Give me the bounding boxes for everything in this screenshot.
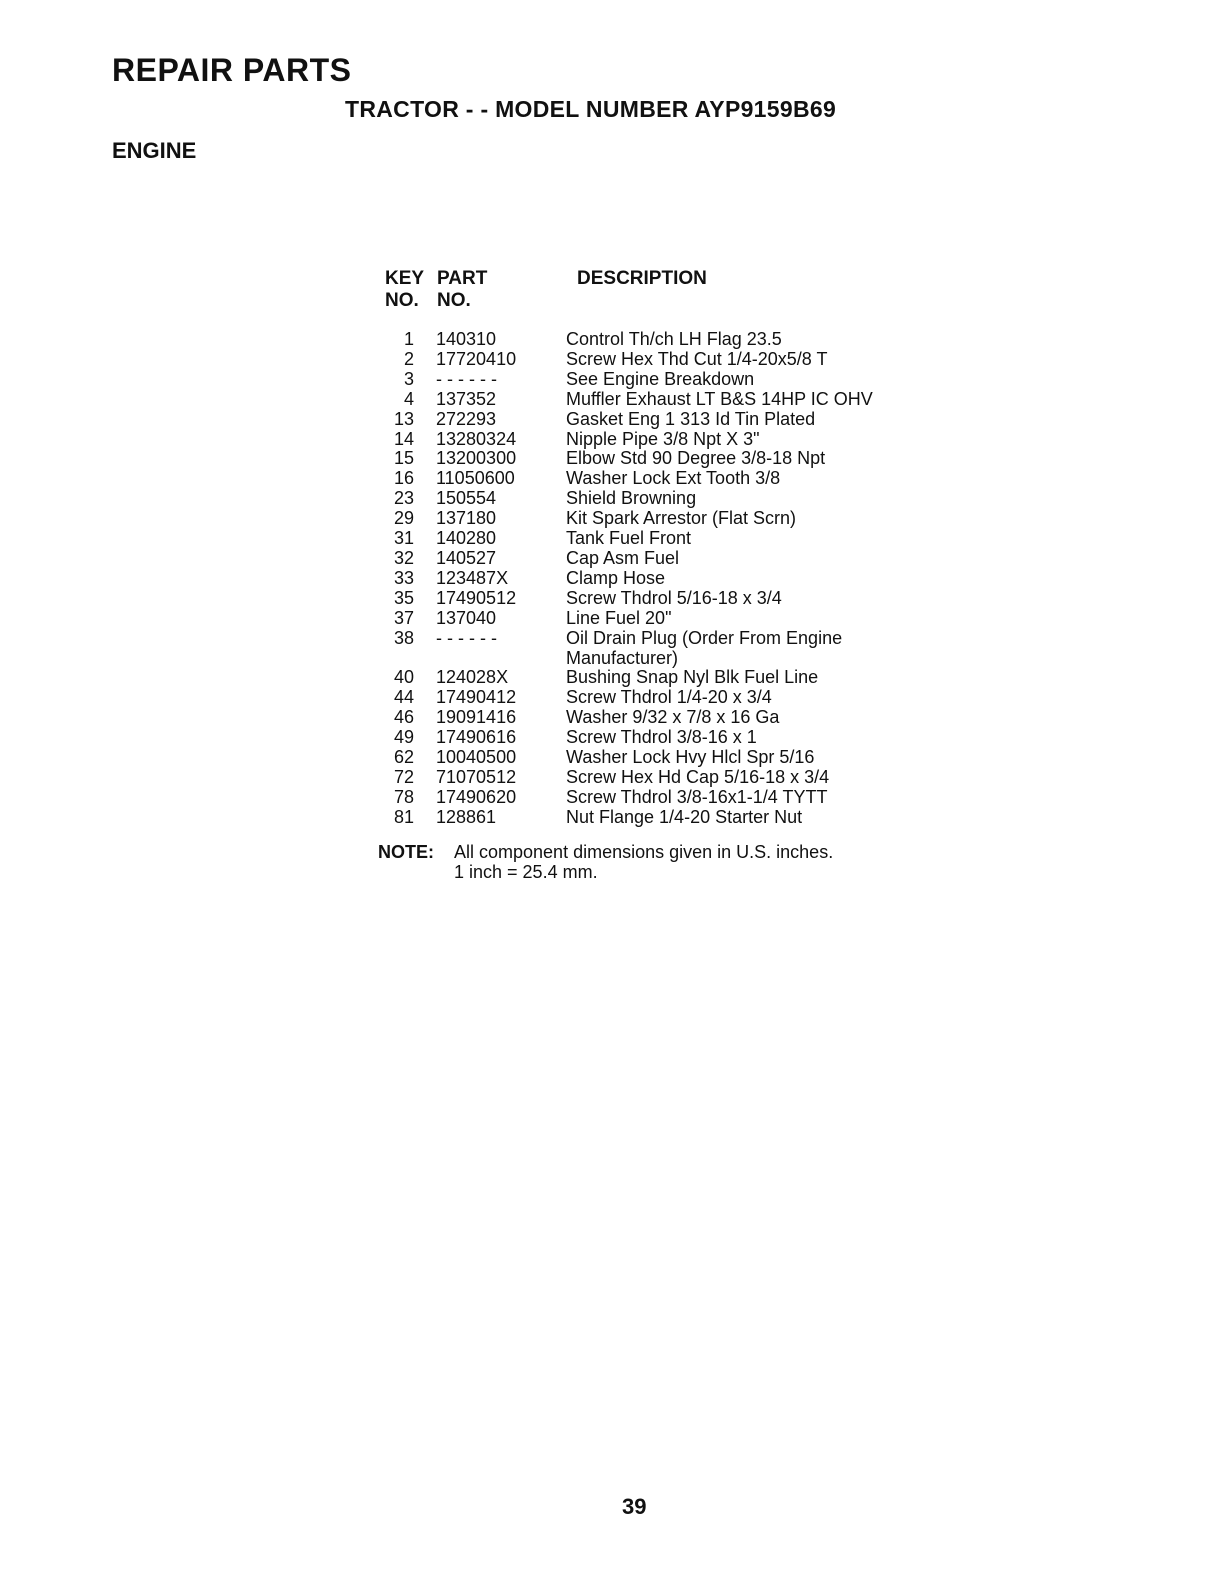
description-cell: Control Th/ch LH Flag 23.5 [566, 329, 782, 349]
table-row [380, 370, 940, 390]
description-cell: Screw Thdrol 3/8-16x1-1/4 TYTT [566, 786, 828, 807]
table-row [380, 688, 940, 708]
description-cell: Washer Lock Hvy Hlcl Spr 5/16 [566, 747, 815, 768]
description-cell: Muffler Exhaust LT B&S 14HP IC OHV [566, 388, 873, 409]
part-no-cell: 272293 [436, 408, 497, 429]
key-no-cell: 62 [393, 747, 414, 768]
table-row [380, 728, 940, 748]
note-line2: 1 inch = 25.4 mm. [454, 862, 598, 882]
key-no-cell: 35 [393, 587, 414, 608]
description-cell: Oil Drain Plug (Order From Engine Manufacturer) [566, 627, 843, 668]
description-cell: Gasket Eng 1 313 Id Tin Plated [566, 408, 816, 429]
key-no-cell: 46 [393, 707, 414, 728]
key-no-cell: 49 [393, 727, 414, 748]
key-no-header [385, 268, 424, 312]
part-no-header [437, 268, 487, 312]
part-no-cell: 137352 [436, 388, 497, 409]
table-row [380, 350, 940, 370]
description-cell: Cap Asm Fuel [566, 547, 680, 568]
table-row [380, 430, 940, 450]
key-header-line1: KEY [385, 268, 425, 289]
table-row [380, 410, 940, 430]
table-row [380, 449, 940, 469]
note [378, 842, 833, 882]
part-no-cell: - - - - - - [436, 368, 497, 389]
key-header-line2: NO. [385, 290, 419, 311]
key-no-cell: 23 [393, 488, 414, 509]
key-no-cell: 32 [393, 547, 414, 568]
part-no-cell: 19091416 [436, 707, 517, 728]
part-no-cell: - - - - - - [436, 627, 497, 648]
table-row [380, 529, 940, 549]
part-no-cell: 10040500 [436, 747, 517, 768]
page-title: REPAIR PARTS [112, 52, 352, 88]
part-no-cell: 13280324 [436, 428, 517, 449]
part-no-cell: 140527 [436, 547, 497, 568]
key-no-cell: 31 [393, 528, 414, 549]
description-cell: Bushing Snap Nyl Blk Fuel Line [566, 667, 819, 688]
key-no-cell: 37 [393, 607, 414, 628]
description-cell: Washer Lock Ext Tooth 3/8 [566, 468, 781, 489]
key-no-cell: 13 [393, 408, 414, 429]
table-row [380, 509, 940, 529]
part-no-cell: 17490512 [436, 587, 517, 608]
page-number: 39 [622, 1494, 647, 1519]
part-no-cell: 123487X [436, 567, 509, 588]
key-no-cell: 2 [403, 348, 414, 369]
note-line1: All component dimensions given in U.S. inches. [454, 842, 834, 862]
key-no-cell: 15 [393, 448, 414, 469]
part-no-cell: 17490412 [436, 687, 517, 708]
description-cell: Screw Thdrol 3/8-16 x 1 [566, 727, 757, 748]
part-header-line1: PART [437, 268, 488, 289]
table-row [380, 788, 940, 808]
note-label: NOTE: [378, 842, 434, 862]
key-no-cell: 3 [403, 368, 414, 389]
description-cell: Screw Thdrol 5/16-18 x 3/4 [566, 587, 782, 608]
table-row [380, 549, 940, 569]
table-row [380, 569, 940, 589]
description-cell: Washer 9/32 x 7/8 x 16 Ga [566, 707, 780, 728]
key-no-cell: 40 [393, 667, 414, 688]
description-cell: Kit Spark Arrestor (Flat Scrn) [566, 508, 797, 529]
description-header: DESCRIPTION [577, 268, 707, 289]
table-row [380, 808, 940, 828]
description-cell: Clamp Hose [566, 567, 666, 588]
part-no-cell: 124028X [436, 667, 509, 688]
key-no-cell: 72 [393, 766, 414, 787]
part-no-cell: 150554 [436, 488, 497, 509]
part-no-cell: 128861 [436, 806, 497, 827]
part-no-cell: 137180 [436, 508, 497, 529]
table-row [380, 489, 940, 509]
model-subtitle: TRACTOR - - MODEL NUMBER AYP9159B69 [345, 96, 837, 122]
table-row [380, 330, 940, 350]
part-no-cell: 17490616 [436, 727, 517, 748]
description-cell: See Engine Breakdown [566, 368, 755, 389]
table-row [380, 708, 940, 728]
table-row [380, 390, 940, 410]
section-heading: ENGINE [112, 138, 197, 163]
description-cell: Nipple Pipe 3/8 Npt X 3" [566, 428, 760, 449]
part-header-line2: NO. [437, 290, 471, 311]
key-no-cell: 14 [393, 428, 414, 449]
description-cell: Nut Flange 1/4-20 Starter Nut [566, 806, 803, 827]
part-no-cell: 140280 [436, 528, 497, 549]
table-row [380, 609, 940, 629]
description-cell: Line Fuel 20" [566, 607, 672, 628]
key-no-cell: 29 [393, 508, 414, 529]
key-no-cell: 33 [393, 567, 414, 588]
part-no-cell: 11050600 [436, 468, 515, 489]
key-no-cell: 44 [393, 687, 414, 708]
part-no-cell: 137040 [436, 607, 497, 628]
table-row [380, 668, 940, 688]
description-cell: Screw Hex Thd Cut 1/4-20x5/8 T [566, 348, 828, 369]
part-no-cell: 13200300 [436, 448, 517, 469]
key-no-cell: 16 [393, 468, 414, 489]
table-row [380, 629, 940, 669]
description-cell: Elbow Std 90 Degree 3/8-18 Npt [566, 448, 826, 469]
part-no-cell: 140310 [436, 329, 497, 349]
key-no-cell: 38 [393, 627, 414, 648]
table-row [380, 589, 940, 609]
description-cell: Tank Fuel Front [566, 528, 692, 549]
part-no-cell: 17720410 [436, 348, 517, 369]
key-no-cell: 78 [393, 786, 414, 807]
parts-list [380, 330, 940, 828]
table-row [380, 768, 940, 788]
table-row [380, 469, 940, 489]
part-no-cell: 17490620 [436, 786, 517, 807]
description-cell: Screw Thdrol 1/4-20 x 3/4 [566, 687, 772, 708]
key-no-cell: 4 [403, 388, 414, 409]
key-no-cell: 81 [393, 806, 414, 827]
table-row [380, 748, 940, 768]
description-cell: Screw Hex Hd Cap 5/16-18 x 3/4 [566, 766, 830, 787]
key-no-cell: 1 [403, 329, 414, 349]
description-cell: Shield Browning [566, 488, 697, 509]
part-no-cell: 71070512 [436, 766, 517, 787]
